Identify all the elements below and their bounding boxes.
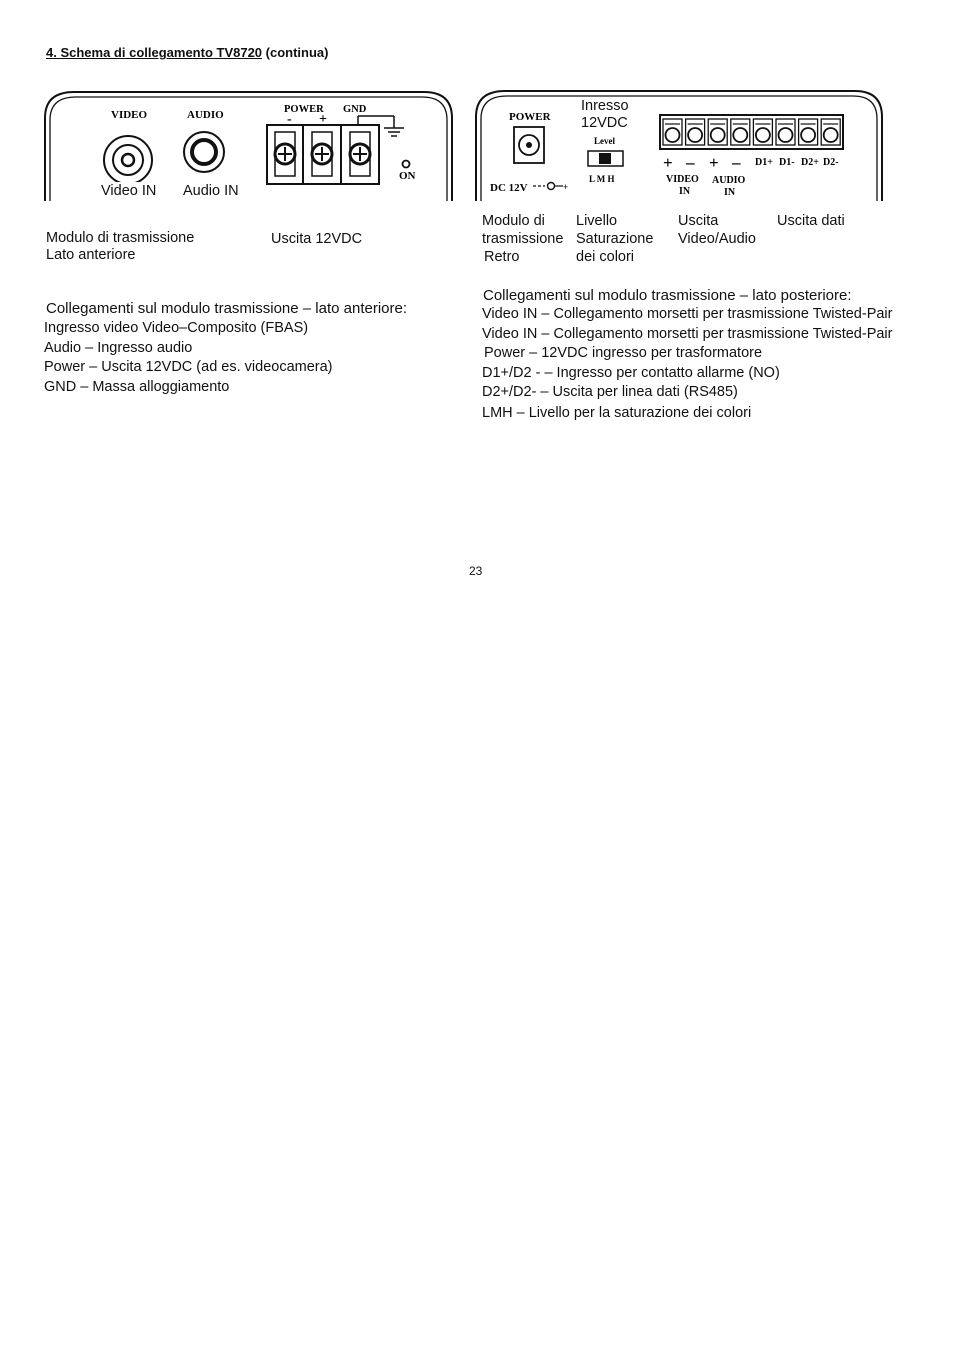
input-caption [578, 98, 632, 132]
list-item: D2+/D2- – Uscita per linea dati (RS485) [482, 384, 738, 400]
section-title-suffix: (continua) [265, 45, 329, 60]
rear-connections-list [482, 305, 892, 423]
d2-minus-label: D2- [823, 157, 839, 168]
input-caption-line2: 12VDC [581, 115, 628, 131]
rear-connections-heading: Collegamenti sul modulo trasmissione – lato posteriore: [483, 287, 852, 304]
front-on-label: ON [399, 170, 416, 182]
list-item: LMH – Livello per la saturazione dei colori [482, 404, 752, 421]
level-caption-line2: Saturazione [576, 231, 654, 247]
av-output-caption [678, 212, 756, 248]
list-item: Ingresso video Video–Composito (FBAS) [44, 320, 309, 336]
front-plus-label: + [319, 112, 327, 127]
level-switch[interactable] [588, 151, 623, 166]
list-item: Audio – Ingresso audio [44, 339, 193, 356]
level-label: Level [594, 136, 615, 146]
av-output-caption-line1: Uscita [678, 213, 719, 229]
terminal-screw-icon [779, 128, 793, 142]
front-minus-label: - [287, 112, 292, 127]
front-gnd-label: GND [343, 104, 367, 115]
level-caption-line3: dei colori [576, 249, 635, 265]
front-connections-list [44, 319, 333, 397]
ground-symbol-icon [384, 116, 404, 136]
rear-power-label: POWER [509, 111, 551, 123]
list-item: Power – Uscita 12VDC (ad es. videocamera) [44, 359, 333, 375]
dc-jack-icon [514, 127, 544, 163]
video-in-caption: Video IN [101, 183, 157, 199]
front-connections-heading: Collegamenti sul modulo trasmissione – lato anteriore: [46, 300, 408, 317]
terminal-screw-icon [756, 128, 770, 142]
d1-minus-label: D1- [779, 157, 795, 168]
front-output-caption: Uscita 12VDC [271, 231, 363, 247]
sign-plus-1: + [663, 153, 673, 172]
page-title [46, 45, 328, 60]
rear-video-label-1: VIDEO [666, 174, 699, 185]
terminal-screw-icon [688, 128, 702, 142]
terminal-screw-icon [733, 128, 747, 142]
front-module-caption [46, 230, 194, 264]
front-module-caption-line1: Modulo di trasmissione [46, 230, 195, 246]
dc-polarity-icon [533, 182, 568, 192]
d1-plus-label: D1+ [755, 157, 773, 168]
front-audio-label: AUDIO [187, 109, 224, 121]
data-output-caption: Uscita dati [777, 213, 845, 229]
level-caption-line1: Livello [576, 213, 618, 229]
on-led-icon [403, 161, 410, 168]
list-item: GND – Massa alloggiamento [44, 378, 230, 395]
rear-audio-label-2: IN [724, 187, 736, 198]
list-item: D1+/D2 - – Ingresso per contatto allarme (NO) [482, 364, 780, 381]
sign-minus-1: – [686, 153, 695, 172]
sign-plus-2: + [709, 153, 719, 172]
rear-panel-diagram [475, 89, 885, 202]
rear-audio-label-1: AUDIO [712, 175, 746, 186]
terminal-screw-icon [666, 128, 680, 142]
rca-connector-icon [184, 132, 224, 172]
d2-plus-label: D2+ [801, 157, 819, 168]
rear-module-caption-line2: trasmissione [482, 231, 564, 247]
av-output-caption-line2: Video/Audio [678, 231, 756, 247]
bnc-connector-icon [104, 136, 152, 184]
input-caption-line1: Inresso [581, 98, 629, 114]
front-power-label: POWER [284, 104, 324, 115]
twisted-pair-terminal-block-icon [660, 115, 843, 149]
rear-module-caption-line1: Modulo di [482, 213, 545, 229]
terminal-screw-icon [711, 128, 725, 142]
section-title: 4. Schema di collegamento TV8720 [46, 45, 263, 60]
rear-module-caption [482, 212, 563, 266]
front-module-caption-line2: Lato anteriore [46, 247, 136, 263]
rear-video-label-2: IN [679, 186, 691, 197]
list-item: Video IN – Collegamento morsetti per trasmissione Twisted-Pair [482, 306, 893, 322]
level-caption [576, 212, 653, 266]
svg-text:+: + [563, 182, 569, 192]
list-item: Power – 12VDC ingresso per trasformatore [484, 345, 763, 361]
rear-dc-label: DC 12V [490, 182, 528, 194]
list-item: Video IN – Collegamento morsetti per trasmissione Twisted-Pair [482, 325, 893, 342]
sign-minus-2: – [732, 153, 741, 172]
audio-in-caption: Audio IN [183, 183, 239, 199]
page-number: 23 [469, 564, 483, 578]
lmh-label: L M H [589, 174, 615, 184]
front-video-label: VIDEO [111, 109, 148, 121]
terminal-screw-icon [824, 128, 838, 142]
rear-module-caption-line3: Retro [484, 249, 520, 265]
terminal-screw-icon [801, 128, 815, 142]
